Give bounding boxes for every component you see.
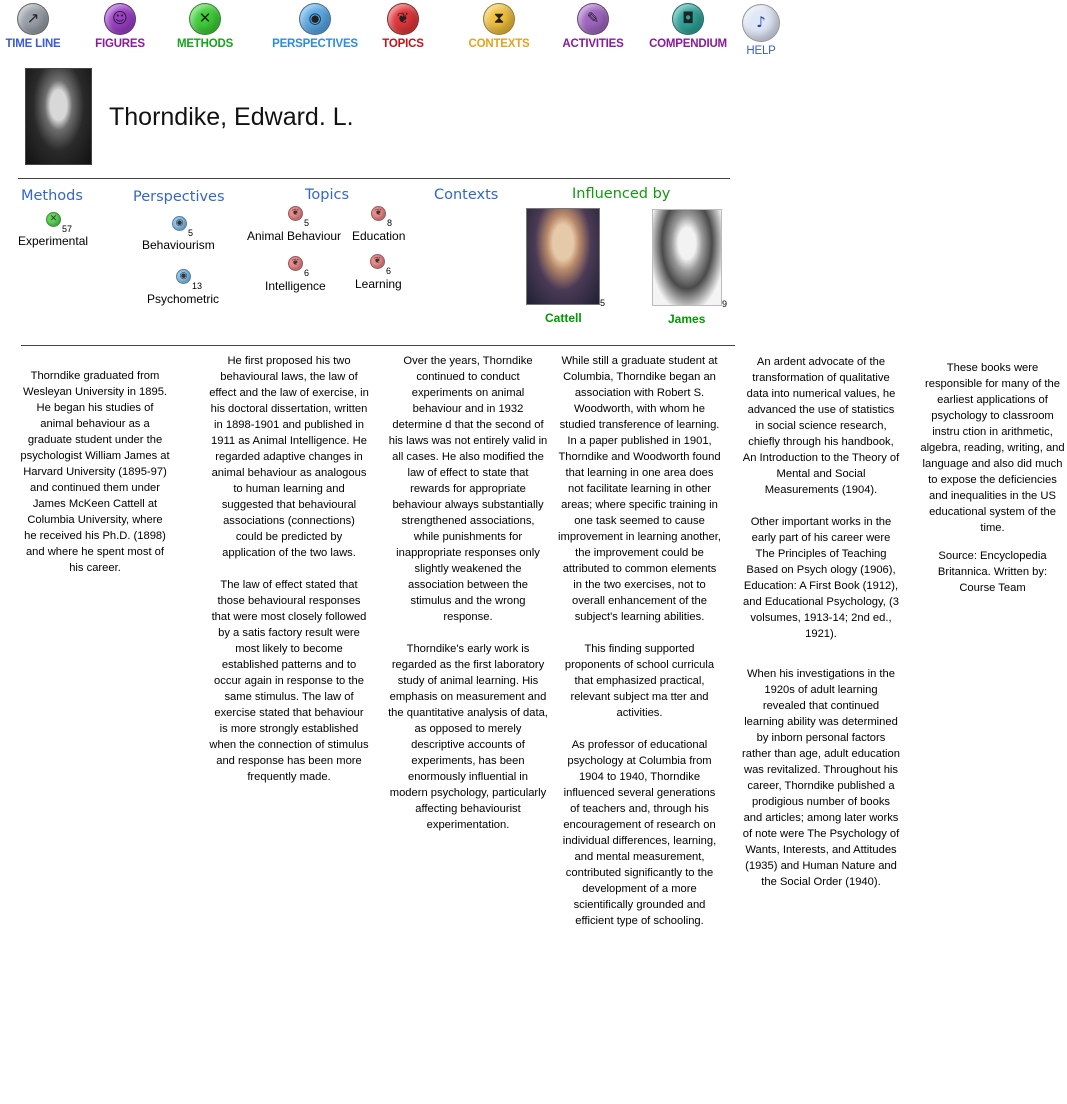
header-divider [18, 178, 730, 179]
cattell-count: 5 [600, 298, 606, 308]
topic-count: 5 [304, 218, 310, 228]
activities-icon: ✎ [577, 3, 609, 35]
topics-icon[interactable]: ❦ [370, 254, 385, 269]
james-photo[interactable] [652, 209, 722, 306]
perspective-count: 13 [192, 281, 203, 291]
body-divider [21, 345, 735, 346]
nav-label: METHODS [176, 38, 234, 50]
james-count: 9 [722, 299, 728, 309]
topics-icon[interactable]: ❦ [371, 206, 386, 221]
timeline-icon: ↗ [17, 3, 49, 35]
topic-learning[interactable]: Learning [355, 277, 402, 291]
biography-column-4 [558, 353, 721, 945]
compendium-icon: ◘ [672, 3, 704, 35]
figures-icon: ☺ [104, 3, 136, 35]
biography-column-6 [920, 360, 1065, 612]
perspectives-icon[interactable]: ◉ [172, 216, 187, 231]
methods-icon: ✕ [189, 3, 221, 35]
perspectives-icon: ◉ [299, 3, 331, 35]
influenced-by-heading: Influenced by [572, 186, 671, 202]
paragraph: When his investigations in the 1920s of adult learning revealed that continued learning ability was determined by inborn personal factors rather than age, adult education was revitalized. Throughout his career, Thorndike published a prodigious number of books and articles; among later works of note were The Psychology of Wants, Interests, and Attitudes (1935) and Human Nature and the Social Order (1940). [742, 668, 900, 888]
paragraph: While still a graduate student at Columbia, Thorndike began an association with Robert S. Woodworth, with whom he studied transference of learning. In a paper published in 1901, Thorndike and Woodworth found that learning in one area does not facilitate learning in other areas; where specific training in one task seemed to cause improvement in learning another, the improvement could be attributed to common elements in the two exercises, not to overall enhancement of the subject's learning abilities. [558, 355, 721, 623]
biography-column-2 [209, 353, 369, 801]
nav-label: HELP [746, 45, 776, 57]
method-count: 57 [62, 224, 73, 234]
methods-heading[interactable]: Methods [21, 188, 83, 204]
paragraph: He first proposed his two behavioural laws, the law of effect and the law of exercise, in his doctoral dissertation, written in 1898-1901 and published in 1911 as Animal Intelligence. He regarded adaptive changes in animal behaviour as analogous to human learning and suggested that behavioural associations (connections) could be predicted by application of the two laws. [209, 355, 369, 559]
source-note: Source: Encyclopedia Britannica. Written by: Course Team [937, 550, 1048, 594]
topic-animal-behaviour[interactable]: Animal Behaviour [247, 229, 342, 243]
biography-column-5 [742, 354, 900, 906]
nav-label: PERSPECTIVES [272, 38, 358, 50]
nav-label: FIGURES [95, 38, 145, 50]
perspective-behaviourism[interactable]: Behaviourism [142, 238, 215, 252]
nav-label: COMPENDIUM [649, 38, 727, 50]
paragraph: The law of effect stated that those behavioural responses that were most closely followed by a satis factory result were most likely to become established patterns and to occur again in response to the same stimulus. The law of exercise stated that behaviour is more strongly established when the connection of stimulus and response has been more frequently made. [209, 579, 369, 783]
nav-label: ACTIVITIES [562, 38, 624, 50]
nav-methods[interactable] [172, 3, 238, 50]
page-title: Thorndike, Edward. L. [109, 103, 354, 131]
topics-icon[interactable]: ❦ [288, 206, 303, 221]
nav-topics[interactable] [376, 3, 430, 50]
topic-education[interactable]: Education [352, 229, 406, 243]
paragraph: Thorndike graduated from Wesleyan University in 1895. He began his studies of animal behaviour as a graduate student under the psychologist William James at Harvard University (1895-97) and continued them under James McKeen Cattell at Columbia University, where he received his Ph.D. (1898) and where he spent most of his career. [20, 370, 170, 574]
perspectives-icon[interactable]: ◉ [176, 269, 191, 284]
topic-intelligence[interactable]: Intelligence [265, 279, 326, 293]
topics-icon[interactable]: ❦ [288, 256, 303, 271]
nav-compendium[interactable] [645, 3, 731, 50]
contexts-icon: ⧗ [483, 3, 515, 35]
contexts-heading[interactable]: Contexts [434, 187, 499, 203]
paragraph: An ardent advocate of the transformation of qualitative data into numerical values, he advanced the use of statistics in social science research, chiefly through his handbook, An Introduction to the Theory of Mental and Social Measurements (1904). [742, 356, 900, 496]
nav-contexts[interactable] [466, 3, 532, 50]
perspective-psychometric[interactable]: Psychometric [147, 292, 220, 306]
nav-label: TIME LINE [5, 38, 61, 50]
topic-count: 6 [386, 266, 392, 276]
perspectives-heading[interactable]: Perspectives [133, 189, 225, 205]
topics-icon: ❦ [387, 3, 419, 35]
topics-heading[interactable]: Topics [305, 187, 350, 203]
nav-activities[interactable] [558, 3, 628, 50]
biography-column-3 [388, 353, 548, 849]
thorndike-portrait [25, 68, 92, 165]
paragraph: These books were responsible for many of the earliest applications of psychology to classroom instru ction in arithmetic, algebra, reading, writing, and language and also did much to expose the deficiencies and inequalities in the US educational system of the time. [920, 362, 1065, 534]
paragraph: Other important works in the early part of his career were The Principles of Teaching Based on Psych ology (1906), Education: A First Book (1912), and Educational Psychology, (3 volsumes, 1913-14; 2nd ed., 1921). [743, 516, 899, 640]
method-experimental[interactable]: Experimental [18, 234, 89, 248]
cattell-photo[interactable] [526, 208, 600, 305]
help-icon: ♪ [742, 4, 780, 42]
nav-figures[interactable] [90, 3, 150, 50]
nav-help[interactable] [738, 4, 784, 57]
paragraph: Thorndike's early work is regarded as the first laboratory study of animal learning. His emphasis on measurement and the quantitative analysis of data, as opposed to merely descriptive accounts of experiments, has been enormously influential in modern psychology, particularly affecting behaviourist experimentation. [388, 643, 548, 831]
topic-count: 6 [304, 268, 310, 278]
cattell-link[interactable]: Cattell [545, 311, 582, 325]
topic-count: 8 [387, 218, 393, 228]
james-link[interactable]: James [668, 312, 706, 326]
paragraph: As professor of educational psychology at Columbia from 1904 to 1940, Thorndike influenced several generations of teachers and, through his encouragement of research on individual differences, learning, and mental measurement, contributed significantly to the development of a more scientifically grounded and efficient type of schooling. [562, 739, 717, 927]
biography-column-1 [20, 368, 170, 592]
methods-icon[interactable]: ✕ [46, 212, 61, 227]
paragraph: Over the years, Thorndike continued to conduct experiments on animal behaviour and in 1932 determine d that the second of his laws was not entirely valid in all cases. He also modified the law of effect to state that rewards for appropriate behaviour always substantially strengthened associations, while punishments for inappropriate responses only slightly weakened the association between the stimulus and the wrong response. [388, 355, 548, 623]
nav-timeline[interactable] [2, 3, 64, 50]
nav-perspectives[interactable] [270, 3, 360, 50]
nav-label: TOPICS [382, 38, 424, 50]
paragraph: This finding supported proponents of school curricula that emphasized practical, relevant subject ma tter and activities. [564, 643, 715, 719]
perspective-count: 5 [188, 228, 194, 238]
nav-label: CONTEXTS [468, 38, 530, 50]
